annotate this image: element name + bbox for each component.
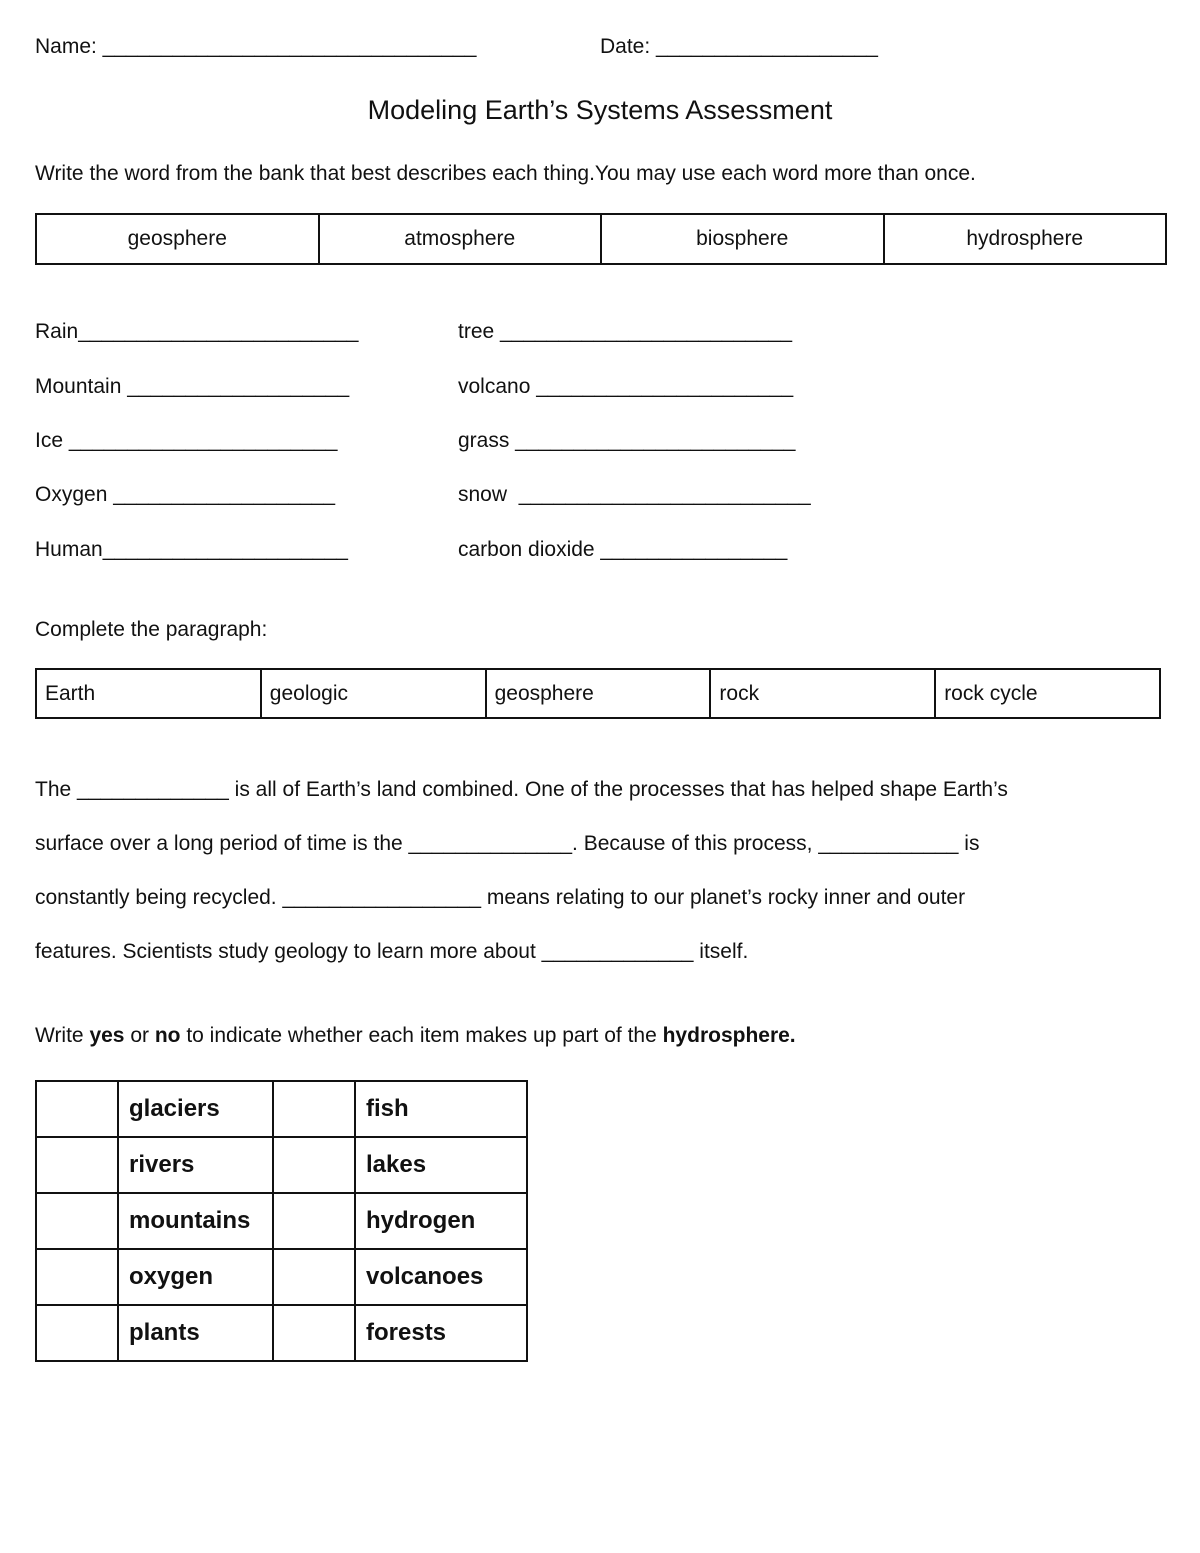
match-item-mountain[interactable]: Mountain ___________________	[35, 375, 350, 398]
paragraph-line[interactable]: The _____________ is all of Earth’s land combined. One of the processes that has helped shape Earth’s	[35, 778, 1008, 801]
instr-text: to indicate whether each item makes up part of the	[180, 1024, 663, 1047]
paragraph-line[interactable]: features. Scientists study geology to learn more about _____________ itself.	[35, 940, 749, 963]
page-title: Modeling Earth’s Systems Assessment	[367, 95, 833, 125]
word-bank-item: Earth	[36, 669, 261, 718]
instr-hydrosphere: hydrosphere.	[662, 1024, 796, 1047]
word-bank-paragraph	[35, 668, 1161, 719]
section3-instructions	[35, 1024, 796, 1048]
section2-instructions: Complete the paragraph:	[35, 618, 268, 641]
word-bank-item: geosphere	[36, 214, 319, 264]
answer-cell[interactable]	[36, 1193, 118, 1249]
hydrosphere-table	[35, 1080, 528, 1362]
item-cell: fish	[355, 1081, 527, 1137]
paragraph-line[interactable]: surface over a long period of time is the ______________. Because of this process, ____________ is	[35, 832, 980, 855]
item-cell: volcanoes	[355, 1249, 527, 1305]
name-field-line[interactable]: Name: ________________________________	[35, 35, 477, 58]
answer-cell[interactable]	[273, 1137, 355, 1193]
match-item-oxygen[interactable]: Oxygen ___________________	[35, 483, 336, 506]
instr-text: or	[124, 1024, 155, 1047]
answer-cell[interactable]	[36, 1081, 118, 1137]
item-cell: glaciers	[118, 1081, 273, 1137]
match-item-grass[interactable]: grass ________________________	[458, 429, 796, 452]
match-item-tree[interactable]: tree _________________________	[458, 320, 793, 343]
table-row	[36, 1137, 527, 1193]
section1-instructions: Write the word from the bank that best describes each thing.You may use each word more than once.	[35, 162, 976, 185]
answer-cell[interactable]	[36, 1249, 118, 1305]
item-cell: mountains	[118, 1193, 273, 1249]
answer-cell[interactable]	[36, 1137, 118, 1193]
match-item-ice[interactable]: Ice _______________________	[35, 429, 338, 452]
match-item-human[interactable]: Human_____________________	[35, 538, 348, 561]
table-row	[36, 1081, 527, 1137]
answer-cell[interactable]	[273, 1193, 355, 1249]
item-cell: oxygen	[118, 1249, 273, 1305]
instr-yes: yes	[89, 1024, 125, 1047]
answer-cell[interactable]	[36, 1305, 118, 1361]
match-item-carbon-dioxide[interactable]: carbon dioxide ________________	[458, 538, 788, 561]
item-cell: rivers	[118, 1137, 273, 1193]
match-item-rain[interactable]: Rain________________________	[35, 320, 359, 343]
answer-cell[interactable]	[273, 1249, 355, 1305]
instr-no: no	[154, 1024, 181, 1047]
word-bank-item: geologic	[261, 669, 486, 718]
word-bank-item: rock cycle	[935, 669, 1160, 718]
match-item-volcano[interactable]: volcano ______________________	[458, 375, 794, 398]
table-row	[36, 1193, 527, 1249]
word-bank-item: rock	[710, 669, 935, 718]
table-row	[36, 1305, 527, 1361]
paragraph-line[interactable]: constantly being recycled. _________________ means relating to our planet’s rocky inner and outer	[35, 886, 966, 909]
item-cell: forests	[355, 1305, 527, 1361]
item-cell: lakes	[355, 1137, 527, 1193]
answer-cell[interactable]	[273, 1305, 355, 1361]
word-bank-spheres	[35, 213, 1167, 265]
match-item-snow[interactable]: snow _________________________	[458, 483, 811, 506]
instr-text: Write	[35, 1024, 90, 1047]
date-field-line[interactable]: Date: ___________________	[600, 35, 878, 58]
answer-cell[interactable]	[273, 1081, 355, 1137]
word-bank-item: biosphere	[601, 214, 884, 264]
item-cell: hydrogen	[355, 1193, 527, 1249]
word-bank-item: hydrosphere	[884, 214, 1167, 264]
table-row	[36, 1249, 527, 1305]
item-cell: plants	[118, 1305, 273, 1361]
word-bank-item: geosphere	[486, 669, 711, 718]
word-bank-item: atmosphere	[319, 214, 602, 264]
